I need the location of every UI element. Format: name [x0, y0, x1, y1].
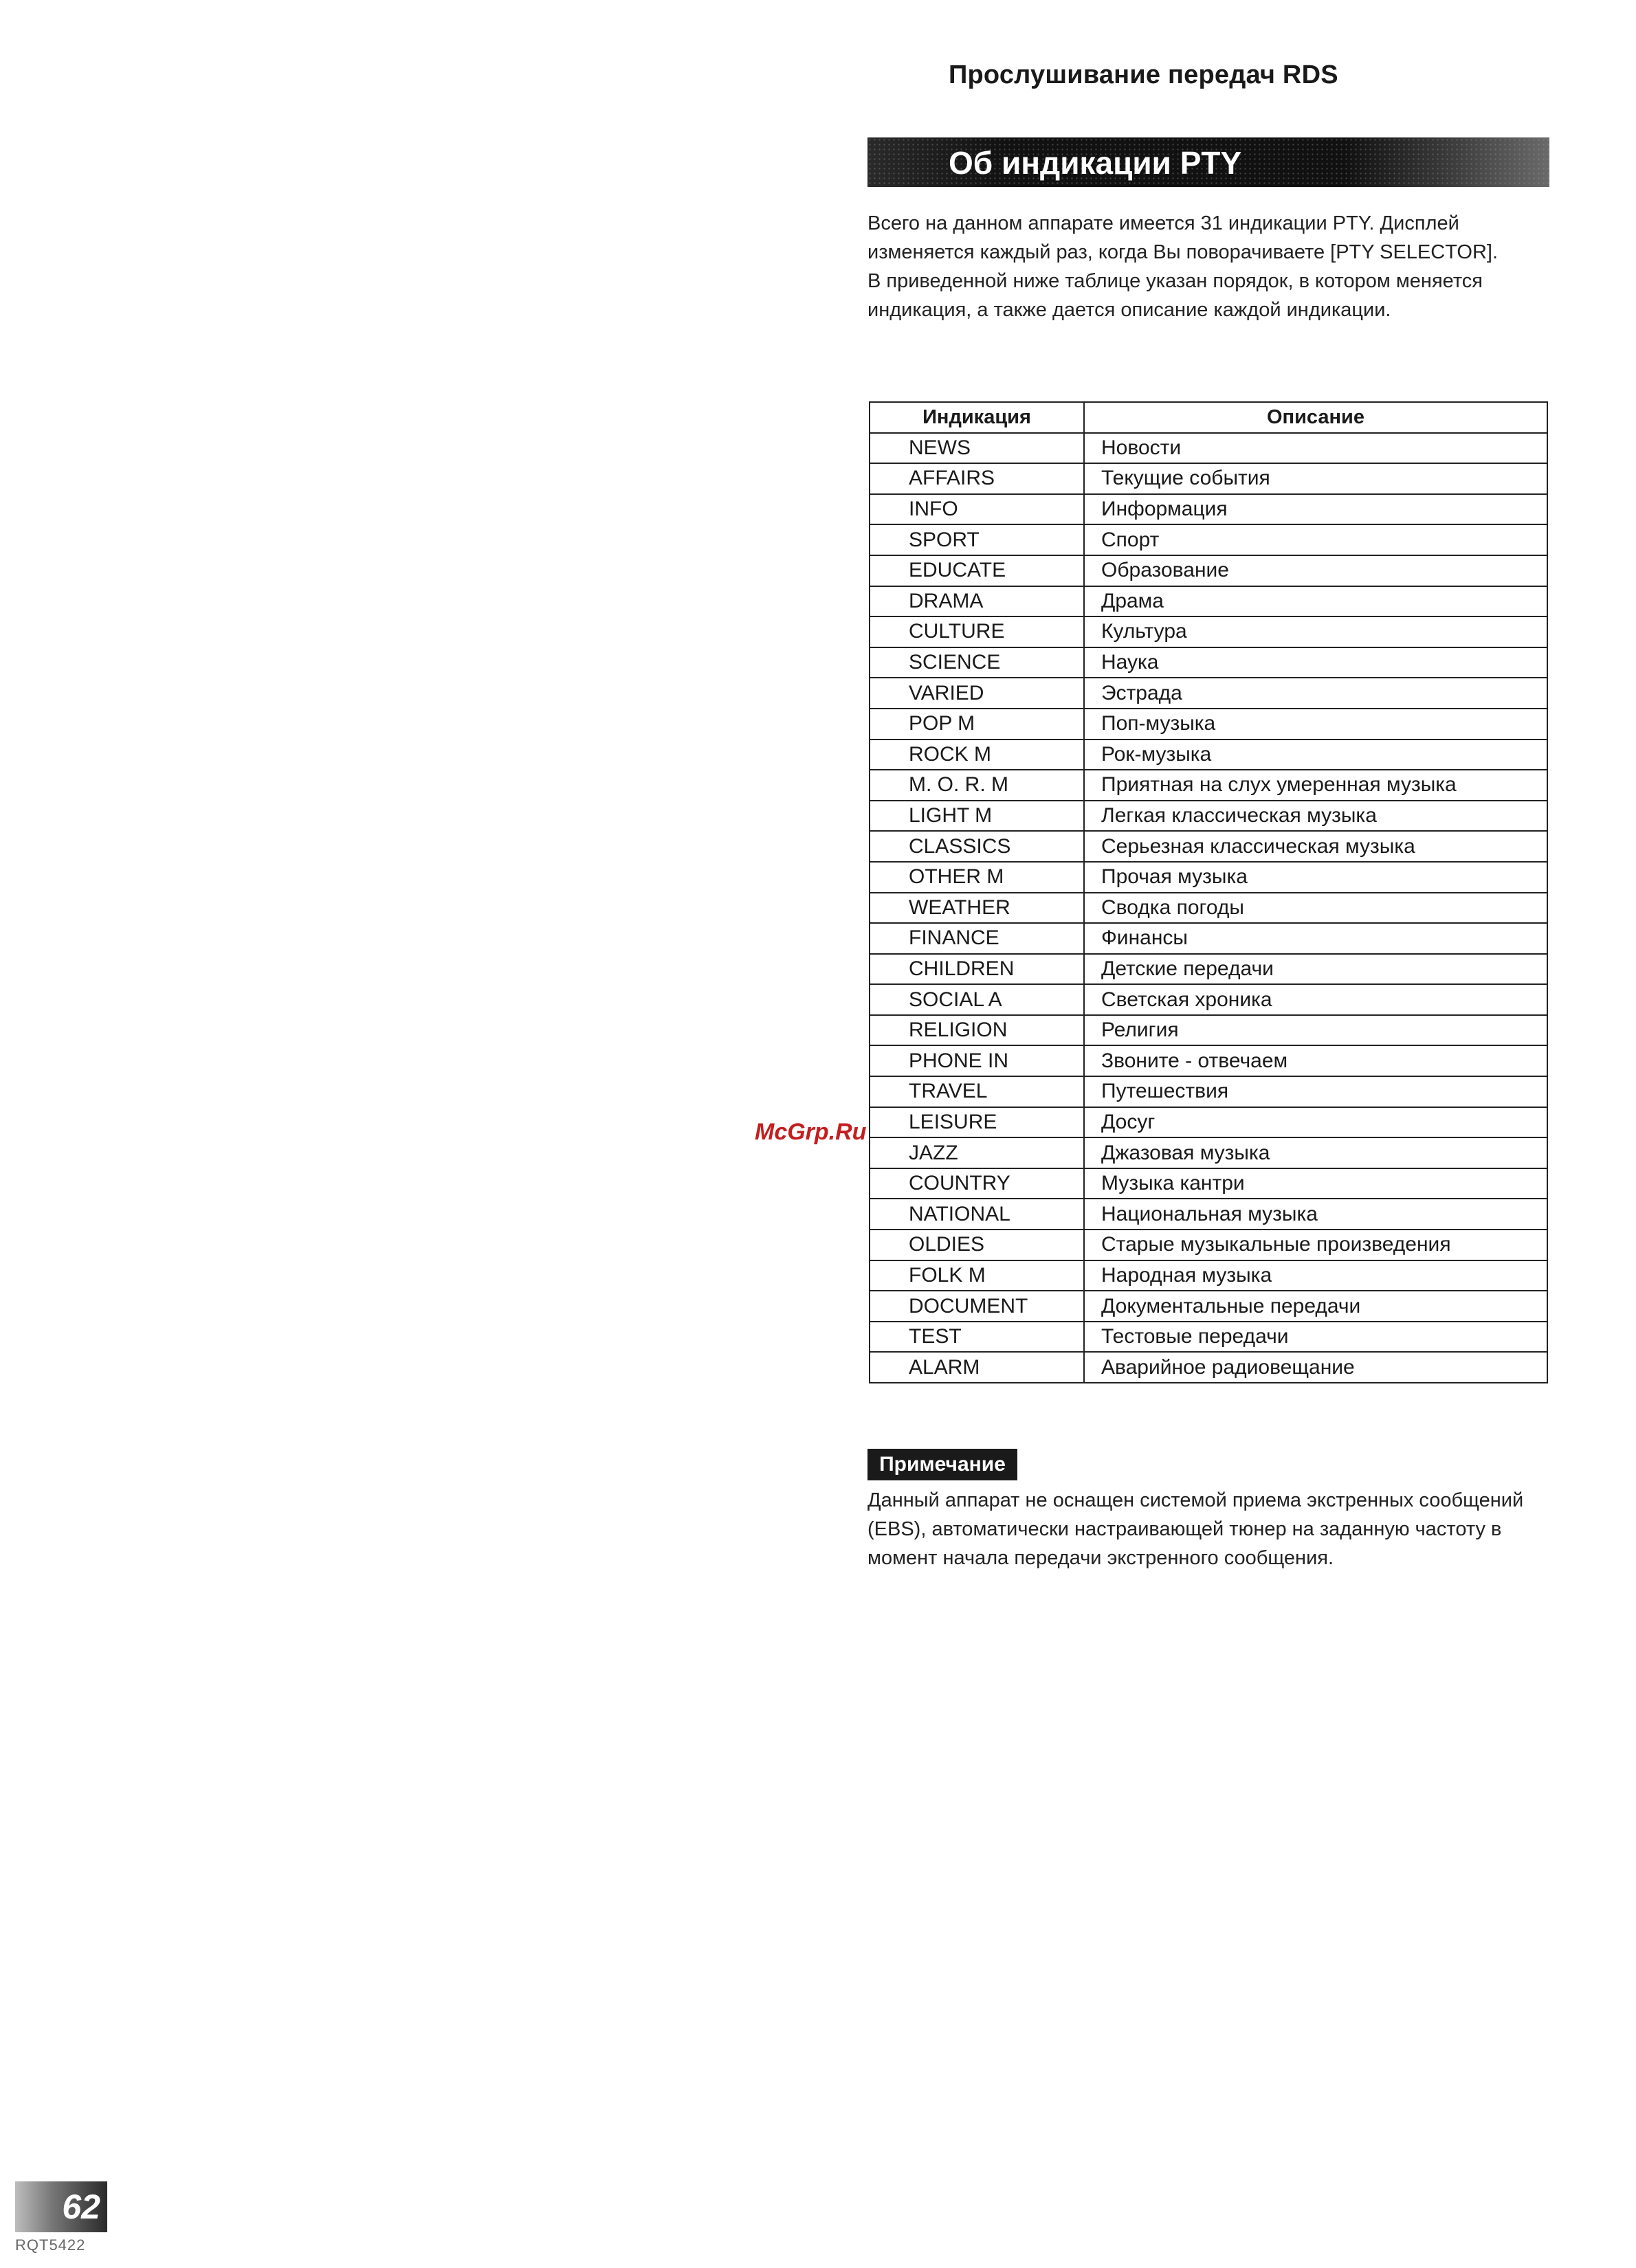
table-row: [870, 1045, 1547, 1076]
pty-description-cell: Легкая классическая музыка: [1084, 801, 1547, 832]
table-row: [870, 984, 1547, 1015]
watermark: McGrp.Ru: [755, 1119, 867, 1145]
pty-description-cell: Звоните - отвечаем: [1084, 1045, 1547, 1076]
pty-code-cell: TEST: [870, 1322, 1084, 1353]
pty-code-cell: LIGHT M: [870, 801, 1084, 832]
pty-description-cell: Текущие события: [1084, 463, 1547, 494]
note-label: Примечание: [867, 1449, 1017, 1480]
table-row: [870, 954, 1547, 985]
pty-description-cell: Тестовые передачи: [1084, 1322, 1547, 1353]
intro-text: [867, 209, 1548, 324]
table-row: [870, 524, 1547, 555]
pty-description-cell: Серьезная классическая музыка: [1084, 831, 1547, 862]
pty-description-cell: Народная музыка: [1084, 1260, 1547, 1291]
table-row: [870, 831, 1547, 862]
table-row: [870, 740, 1547, 770]
table-row: [870, 586, 1547, 617]
pty-code-cell: SPORT: [870, 524, 1084, 555]
table-row: [870, 709, 1547, 740]
pty-description-cell: Новости: [1084, 433, 1547, 464]
pty-description-cell: Эстрада: [1084, 678, 1547, 709]
table-row: [870, 1352, 1547, 1383]
table-row: [870, 1199, 1547, 1230]
pty-code-cell: CHILDREN: [870, 954, 1084, 985]
table-row: [870, 555, 1547, 586]
pty-description-cell: Культура: [1084, 616, 1547, 647]
table-row: [870, 1168, 1547, 1199]
table-row: [870, 678, 1547, 709]
pty-description-cell: Джазовая музыка: [1084, 1137, 1547, 1168]
pty-code-cell: TRAVEL: [870, 1076, 1084, 1107]
pty-description-cell: Спорт: [1084, 524, 1547, 555]
column-header-code: Индикация: [870, 402, 1084, 433]
table-row: [870, 1291, 1547, 1322]
pty-description-cell: Музыка кантри: [1084, 1168, 1547, 1199]
pty-description-cell: Наука: [1084, 647, 1547, 678]
pty-table: [869, 401, 1548, 1383]
pty-code-cell: PHONE IN: [870, 1045, 1084, 1076]
pty-code-cell: FOLK M: [870, 1260, 1084, 1291]
pty-description-cell: Финансы: [1084, 923, 1547, 954]
page-number: 62: [15, 2181, 107, 2232]
table-row: [870, 616, 1547, 647]
pty-description-cell: Сводка погоды: [1084, 893, 1547, 924]
table-row: [870, 1076, 1547, 1107]
pty-description-cell: Детские передачи: [1084, 954, 1547, 985]
pty-description-cell: Поп-музыка: [1084, 709, 1547, 740]
pty-code-cell: WEATHER: [870, 893, 1084, 924]
pty-code-cell: COUNTRY: [870, 1168, 1084, 1199]
note-text: Данный аппарат не оснащен системой приема экстренных сообщений (EBS), автоматически настраивающей тюнер на заданную частоту в момент начала передачи экстренного сообщения.: [867, 1489, 1524, 1569]
pty-description-cell: Религия: [1084, 1015, 1547, 1046]
pty-description-cell: Прочая музыка: [1084, 862, 1547, 893]
pty-code-cell: NATIONAL: [870, 1199, 1084, 1230]
pty-code-cell: ALARM: [870, 1352, 1084, 1383]
table-row: [870, 862, 1547, 893]
pty-code-cell: CULTURE: [870, 616, 1084, 647]
pty-code-cell: OLDIES: [870, 1230, 1084, 1260]
pty-code-cell: ROCK M: [870, 740, 1084, 770]
table-row: [870, 1230, 1547, 1260]
table-row: [870, 1015, 1547, 1046]
pty-description-cell: Рок-музыка: [1084, 740, 1547, 770]
pty-code-cell: POP M: [870, 709, 1084, 740]
pty-code-cell: CLASSICS: [870, 831, 1084, 862]
pty-code-cell: SCIENCE: [870, 647, 1084, 678]
pty-code-cell: DRAMA: [870, 586, 1084, 617]
section-banner: [867, 137, 1549, 187]
pty-description-cell: Приятная на слух умеренная музыка: [1084, 770, 1547, 801]
pty-description-cell: Путешествия: [1084, 1076, 1547, 1107]
pty-description-cell: Старые музыкальные произведения: [1084, 1230, 1547, 1260]
table-row: [870, 463, 1547, 494]
table-row: [870, 893, 1547, 924]
pty-code-cell: INFO: [870, 494, 1084, 525]
table-row: [870, 1260, 1547, 1291]
pty-code-cell: SOCIAL A: [870, 984, 1084, 1015]
pty-description-cell: Информация: [1084, 494, 1547, 525]
table-row: [870, 494, 1547, 525]
intro-paragraph: В приведенной ниже таблице указан порядок, в котором меняется индикация, а также дается описание каждой индикации.: [867, 270, 1483, 321]
pty-code-cell: RELIGION: [870, 1015, 1084, 1046]
table-row: [870, 923, 1547, 954]
table-row: [870, 647, 1547, 678]
pty-code-cell: NEWS: [870, 433, 1084, 464]
document-code: RQT5422: [15, 2236, 86, 2254]
table-row: [870, 801, 1547, 832]
pty-table-body: [870, 433, 1547, 1383]
pty-code-cell: AFFAIRS: [870, 463, 1084, 494]
intro-paragraph: Всего на данном аппарате имеется 31 индикации PTY. Дисплей изменяется каждый раз, когда Вы поворачиваете [PTY SELECTOR].: [867, 212, 1499, 263]
pty-code-cell: VARIED: [870, 678, 1084, 709]
table-row: [870, 1137, 1547, 1168]
page-header-title: Прослушивание передач RDS: [949, 60, 1338, 89]
pty-description-cell: Досуг: [1084, 1107, 1547, 1138]
pty-description-cell: Образование: [1084, 555, 1547, 586]
table-row: [870, 1107, 1547, 1138]
table-header-row: [870, 402, 1547, 433]
table-row: [870, 1322, 1547, 1353]
pty-description-cell: Документальные передачи: [1084, 1291, 1547, 1322]
pty-code-cell: LEISURE: [870, 1107, 1084, 1138]
pty-code-cell: FINANCE: [870, 923, 1084, 954]
table-row: [870, 433, 1547, 464]
pty-code-cell: M. O. R. M: [870, 770, 1084, 801]
table-row: [870, 770, 1547, 801]
pty-code-cell: DOCUMENT: [870, 1291, 1084, 1322]
pty-code-cell: EDUCATE: [870, 555, 1084, 586]
pty-code-cell: JAZZ: [870, 1137, 1084, 1168]
pty-code-cell: OTHER M: [870, 862, 1084, 893]
section-title: Об индикации PTY: [949, 145, 1242, 181]
pty-description-cell: Национальная музыка: [1084, 1199, 1547, 1230]
pty-description-cell: Аварийное радиовещание: [1084, 1352, 1547, 1383]
pty-description-cell: Драма: [1084, 586, 1547, 617]
pty-description-cell: Светская хроника: [1084, 984, 1547, 1015]
column-header-description: Описание: [1084, 402, 1547, 433]
